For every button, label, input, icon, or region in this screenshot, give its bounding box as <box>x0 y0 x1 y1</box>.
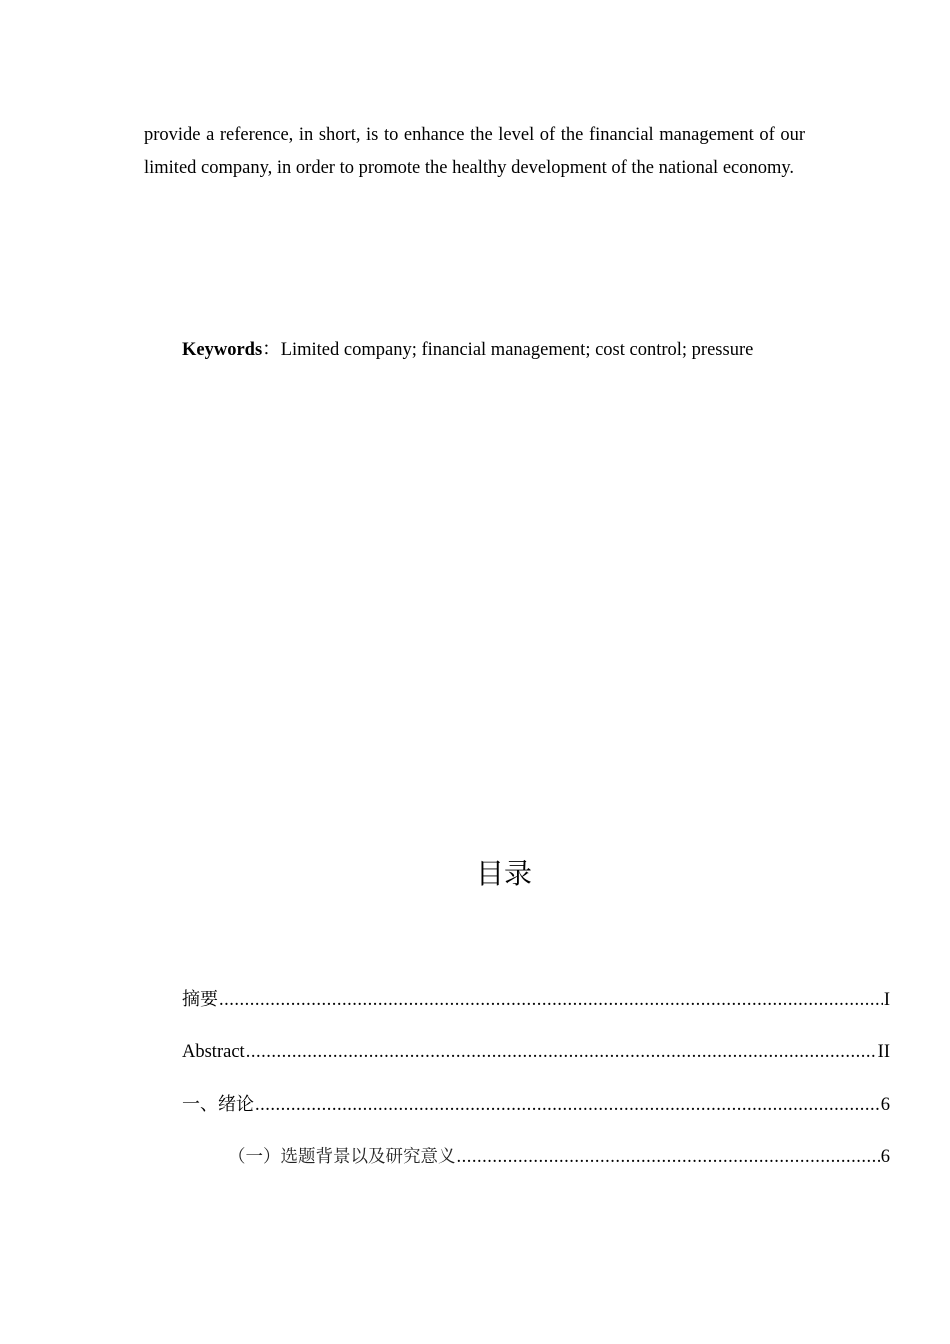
keywords-label: Keywords <box>182 340 263 360</box>
toc-entry-label: Abstract <box>182 1042 245 1062</box>
toc-entry-page: 6 <box>880 1095 890 1115</box>
toc-dot-leader <box>219 986 883 1014</box>
toc-dot-leader <box>457 1143 880 1171</box>
toc-entry-abstract-cn[interactable] <box>182 986 890 1014</box>
keywords-value: Limited company; financial management; cost control; pressure <box>280 340 754 360</box>
abstract-continuation-paragraph: provide a reference, in short, is to enhance the level of the financial management of our limited company, in order to promote the healthy development of the national economy. <box>144 125 805 178</box>
toc-entry-label: （一）选题背景以及研究意义 <box>228 1147 456 1167</box>
toc-entry-research-background[interactable] <box>228 1143 890 1171</box>
toc-entry-page: II <box>877 1042 890 1062</box>
toc-entry-abstract-en[interactable] <box>182 1038 890 1066</box>
toc-entry-label: 摘要 <box>182 989 218 1010</box>
toc-entry-introduction[interactable] <box>182 1091 890 1119</box>
toc-entry-page: I <box>883 990 890 1010</box>
toc-dot-leader <box>255 1091 880 1119</box>
toc-title: 目录 <box>475 857 532 890</box>
keywords-separator: ： <box>262 340 281 360</box>
toc-entry-page: 6 <box>880 1147 890 1167</box>
toc-dot-leader <box>246 1038 877 1066</box>
keywords-line <box>182 334 753 367</box>
toc-entry-label: 一、绪论 <box>182 1094 254 1115</box>
